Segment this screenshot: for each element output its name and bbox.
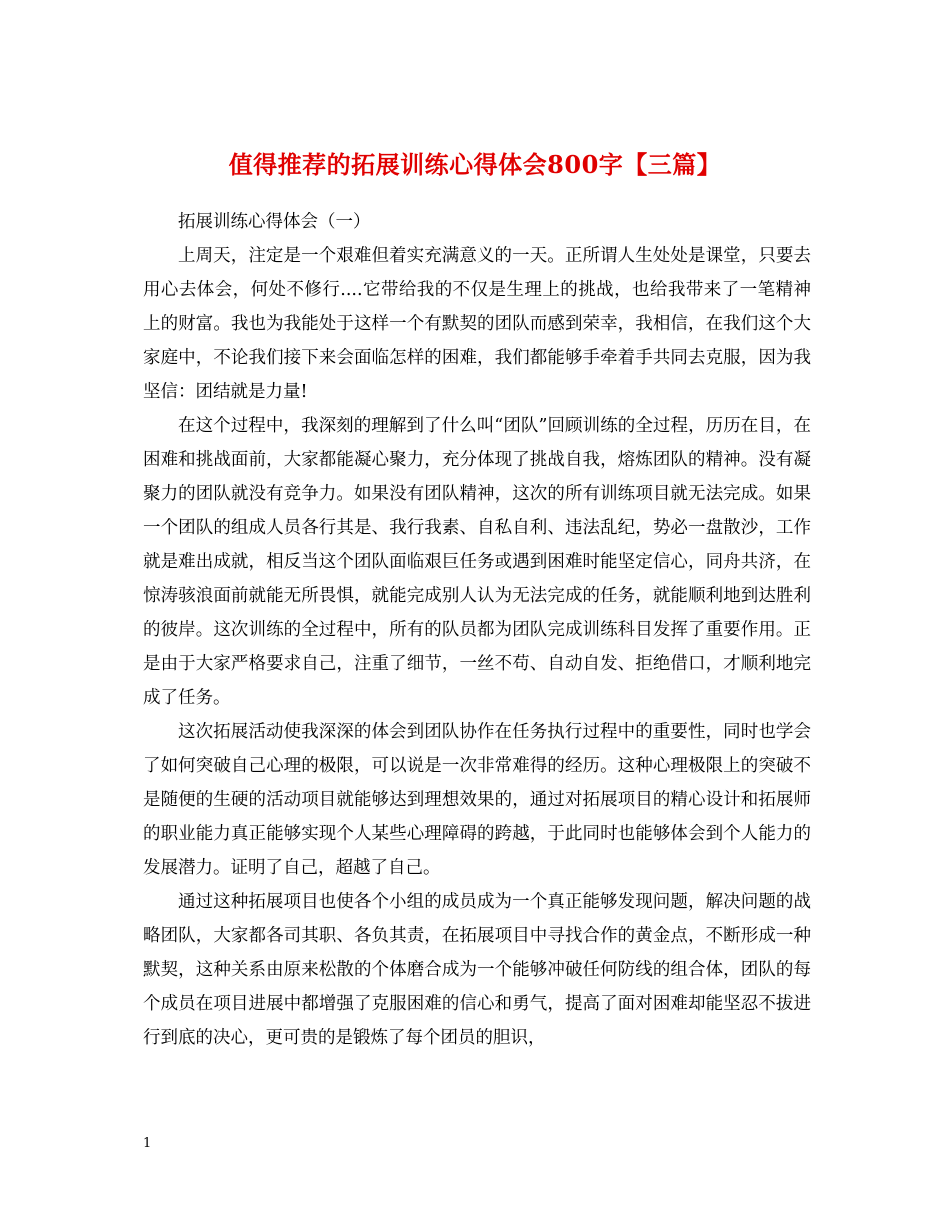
paragraph-4: 通过这种拓展项目也使各个小组的成员成为一个真正能够发现问题，解决问题的战略团队，大家都各司其职、各负其责，在拓展项目中寻找合作的黄金点，不断形成一种默契，这种关系由原来松散的个体磨合成为一个能够冲破任何防线的组合体，团队的每个成员在项目进展中都增强了克服困难的信心和勇气，提高了面对困难却能坚忍不拔进行到底的决心，更可贵的是锻炼了每个团员的胆识， bbox=[143, 892, 811, 1048]
paragraph-3: 这次拓展活动使我深深的体会到团队协作在任务执行过程中的重要性，同时也学会了如何突破自己心理的极限，可以说是一次非常难得的经历。这种心理极限上的突破不是随便的生硬的活动项目就能够达到理想效果的，通过对拓展项目的精心设计和拓展师的职业能力真正能够实现个人某些心理障碍的跨越，于此同时也能够体会到个人能力的发展潜力。证明了自己，超越了自己。 bbox=[143, 722, 811, 878]
paragraph-1: 上周天，注定是一个艰难但着实充满意义的一天。正所谓人生处处是课堂，只要去用心去体会，何处不修行....它带给我的不仅是生理上的挑战，也给我带来了一笔精神上的财富。我也为我能处于这样一个有默契的团队而感到荣幸，我相信，在我们这个大家庭中，不论我们接下来会面临怎样的困难，我们都能够手牵着手共同去克服，因为我坚信：团结就是力量! bbox=[143, 246, 811, 402]
document-body bbox=[143, 205, 811, 1055]
document-title: 值得推荐的拓展训练心得体会800字【三篇】 bbox=[228, 150, 722, 180]
paragraph-2: 在这个过程中，我深刻的理解到了什么叫“团队”回顾训练的全过程，历历在目，在困难和挑战面前，大家都能凝心聚力，充分体现了挑战自我，熔炼团队的精神。没有凝聚力的团队就没有竞争力。如果没有团队精神，这次的所有训练项目就无法完成。如果一个团队的组成人员各行其是、我行我素、自私自利、违法乱纪，势必一盘散沙，工作就是难出成就，相反当这个团队面临艰巨任务或遇到困难时能坚定信心，同舟共济，在惊涛骇浪面前就能无所畏惧，就能完成别人认为无法完成的任务，就能顺利地到达胜利的彼岸。这次训练的全过程中，所有的队员都为团队完成训练科目发挥了重要作用。正是由于大家严格要求自己，注重了细节，一丝不苟、自动自发、拒绝借口，才顺利地完成了任务。 bbox=[143, 416, 811, 708]
section-heading: 拓展训练心得体会（一） bbox=[178, 212, 371, 232]
page-number: 1 bbox=[143, 1136, 152, 1151]
